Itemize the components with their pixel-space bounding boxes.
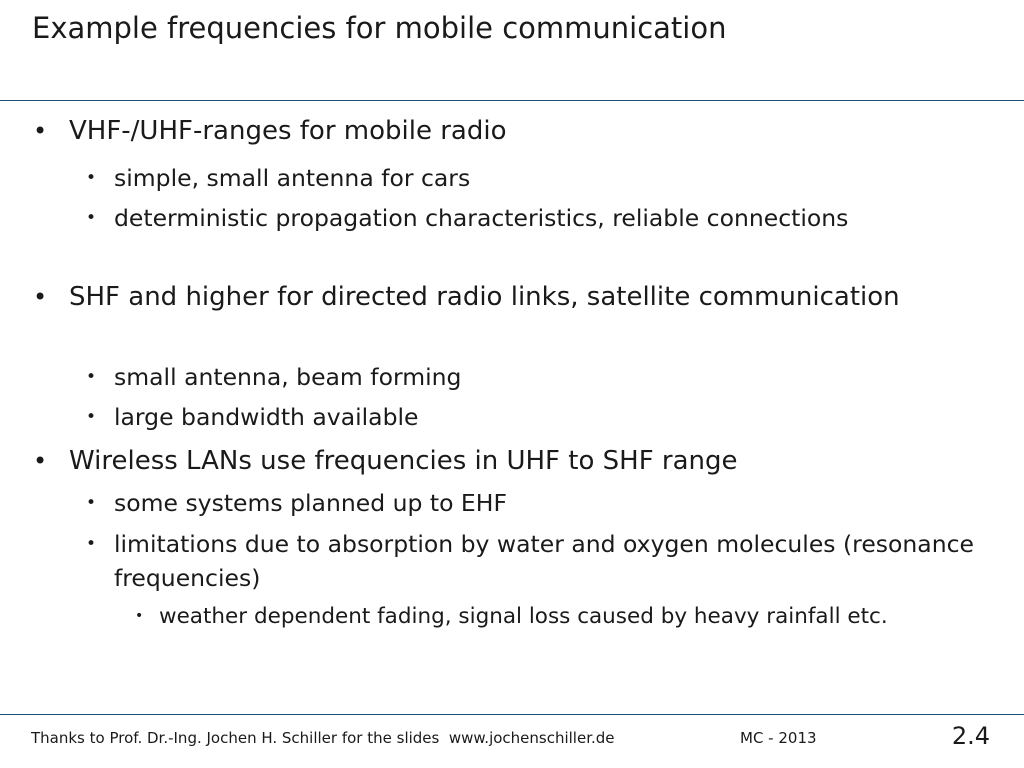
bullet-icon: • (33, 117, 48, 145)
bullet-text: some systems planned up to EHF (114, 489, 507, 517)
bullet-text: SHF and higher for directed radio links, satellite communication (69, 282, 900, 312)
bullet-icon: • (86, 493, 97, 513)
bullet-text: deterministic propagation characteristics, reliable connections (114, 204, 849, 232)
bullet-text: weather dependent fading, signal loss caused by heavy rainfall etc. (159, 604, 888, 629)
footer-divider (0, 714, 1024, 715)
slide-title: Example frequencies for mobile communication (32, 11, 727, 45)
footer-course: MC - 2013 (740, 729, 817, 747)
bullet-icon: • (86, 407, 97, 427)
bullet-icon: • (86, 168, 97, 188)
bullet-icon: • (33, 447, 48, 475)
bullet-text: small antenna, beam forming (114, 363, 462, 391)
bullet-icon: • (135, 608, 144, 624)
bullet-text: large bandwidth available (114, 403, 419, 431)
page-number: 2.4 (951, 722, 990, 750)
bullet-icon: • (86, 367, 97, 387)
bullet-text: Wireless LANs use frequencies in UHF to SHF range (69, 446, 738, 476)
title-divider (0, 100, 1024, 101)
bullet-icon: • (86, 534, 97, 554)
bullet-icon: • (33, 283, 48, 311)
footer-credit: Thanks to Prof. Dr.-Ing. Jochen H. Schiller for the slides www.jochenschiller.de (31, 729, 615, 747)
bullet-text: VHF-/UHF-ranges for mobile radio (69, 116, 507, 146)
bullet-text: limitations due to absorption by water and oxygen molecules (resonance frequencies) (114, 530, 974, 592)
bullet-icon: • (86, 208, 97, 228)
bullet-text: simple, small antenna for cars (114, 164, 471, 192)
